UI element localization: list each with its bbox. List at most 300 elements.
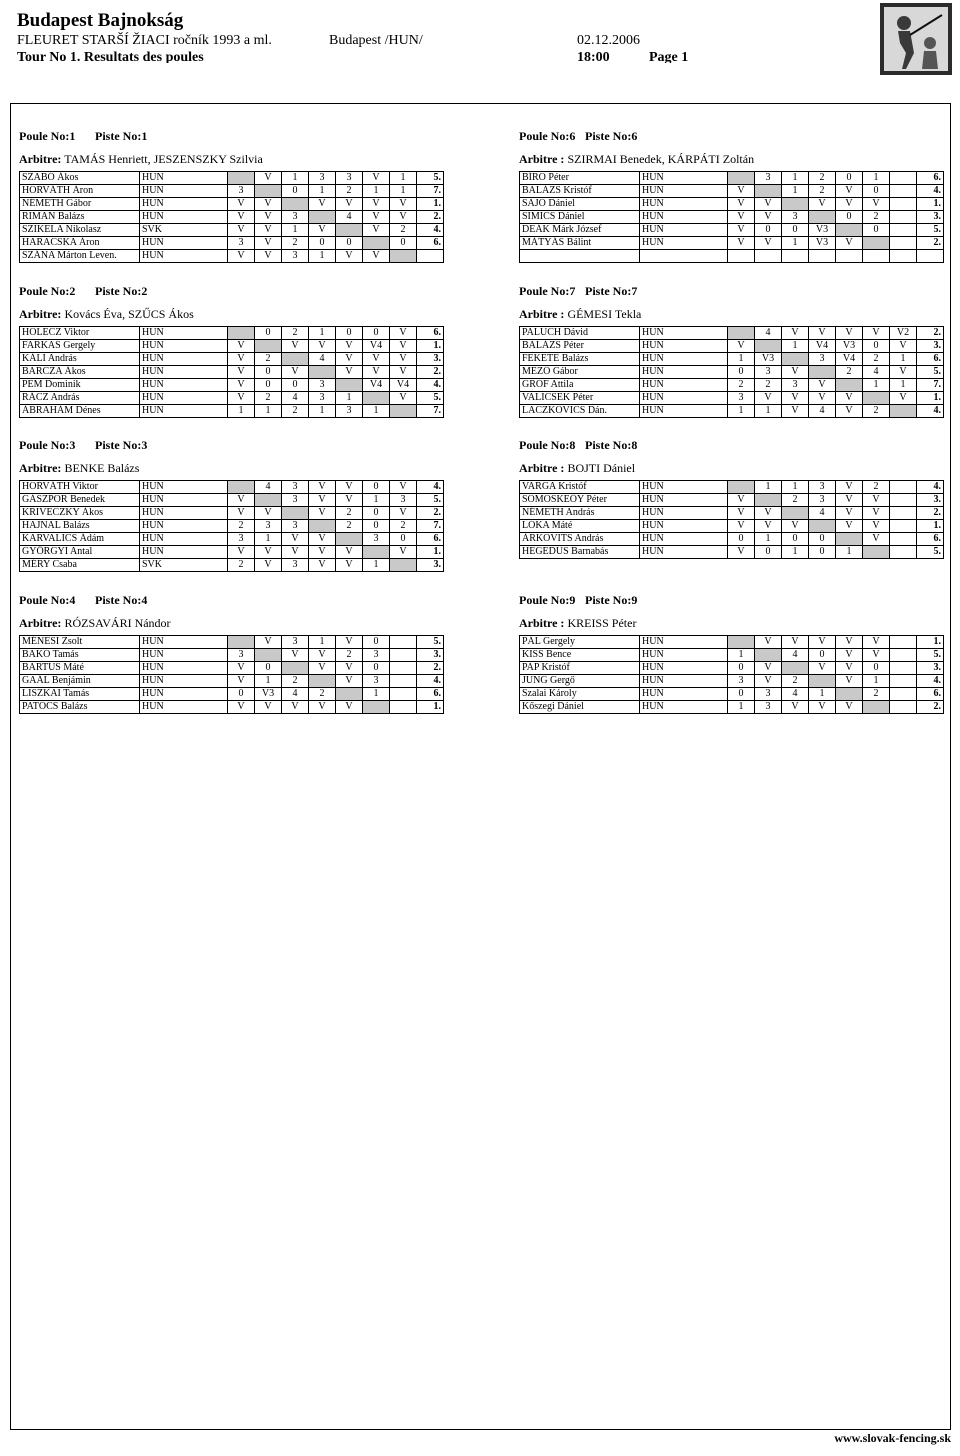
pool-8 xyxy=(519,592,949,714)
fencer-row xyxy=(20,649,444,662)
bout-score: 4 xyxy=(782,649,809,662)
bout-score: 2 xyxy=(228,520,255,533)
fencer-nation: HUN xyxy=(140,211,228,224)
bout-score: 1 xyxy=(836,546,863,559)
bout-score: 0 xyxy=(863,185,890,198)
fencer-nation: HUN xyxy=(140,494,228,507)
bout-score: 3 xyxy=(809,481,836,494)
bout-score: 0 xyxy=(390,237,417,250)
referee-names: BENKE Balázs xyxy=(64,461,140,475)
empty-cell xyxy=(890,224,917,237)
pool-heading xyxy=(519,437,949,453)
bout-score: 1 xyxy=(890,379,917,392)
fencer-rank: 4. xyxy=(917,481,944,494)
pool-4 xyxy=(519,283,949,418)
fencer-name: HORVÁTH Viktor xyxy=(20,481,140,494)
bout-score: 0 xyxy=(390,533,417,546)
bout-score: V4 xyxy=(390,379,417,392)
bout-score xyxy=(782,198,809,211)
bout-score: V xyxy=(755,198,782,211)
bout-score: V xyxy=(836,237,863,250)
bout-score: 1 xyxy=(390,172,417,185)
event-date: 02.12.2006 xyxy=(577,33,640,48)
bout-score: V3 xyxy=(755,353,782,366)
fencer-nation: HUN xyxy=(640,481,728,494)
bout-score xyxy=(863,250,890,263)
fencer-row xyxy=(20,198,444,211)
bout-score xyxy=(228,327,255,340)
bout-score: 1 xyxy=(363,185,390,198)
fencer-nation: HUN xyxy=(640,662,728,675)
bout-score: V xyxy=(282,701,309,714)
bout-score: V xyxy=(282,340,309,353)
bout-score xyxy=(228,481,255,494)
bout-score: 3 xyxy=(309,392,336,405)
bout-score: V xyxy=(782,392,809,405)
empty-cell xyxy=(890,520,917,533)
bout-score: 0 xyxy=(836,172,863,185)
fencer-row xyxy=(520,546,944,559)
bout-score: 0 xyxy=(363,520,390,533)
bout-score: 0 xyxy=(255,662,282,675)
bout-score xyxy=(809,520,836,533)
bout-score: V xyxy=(363,353,390,366)
pool-results-table xyxy=(519,480,944,559)
fencer-name: MÉNESI Zsolt xyxy=(20,636,140,649)
fencer-name: PEM Dominik xyxy=(20,379,140,392)
fencer-rank: 3. xyxy=(417,649,444,662)
bout-score: V xyxy=(809,392,836,405)
bout-score: V xyxy=(782,520,809,533)
fencer-name: BALÁZS Péter xyxy=(520,340,640,353)
bout-score xyxy=(282,662,309,675)
bout-score: 1 xyxy=(863,675,890,688)
bout-score: V xyxy=(255,211,282,224)
fencer-name: PALUCH Dávid xyxy=(520,327,640,340)
bout-score: 3 xyxy=(782,379,809,392)
bout-score: V xyxy=(228,662,255,675)
fencer-nation: HUN xyxy=(640,649,728,662)
bout-score: 1 xyxy=(890,353,917,366)
fencer-rank: 1. xyxy=(417,701,444,714)
bout-score: 2 xyxy=(755,379,782,392)
bout-score: 2 xyxy=(809,185,836,198)
bout-score: 3 xyxy=(282,481,309,494)
fencer-nation: HUN xyxy=(640,366,728,379)
bout-score: 3 xyxy=(228,185,255,198)
bout-score: 0 xyxy=(863,224,890,237)
pool-heading xyxy=(519,283,949,299)
empty-cell xyxy=(890,237,917,250)
bout-score: V xyxy=(863,198,890,211)
bout-score xyxy=(836,224,863,237)
fencer-row xyxy=(520,507,944,520)
bout-score: V xyxy=(728,546,755,559)
bout-score: V xyxy=(836,392,863,405)
referee-names: GÉMESI Tekla xyxy=(567,307,642,321)
referee-line xyxy=(519,150,949,168)
fencer-name: HORVÁTH Áron xyxy=(20,185,140,198)
bout-score: 0 xyxy=(309,237,336,250)
bout-score: V xyxy=(836,481,863,494)
fencer-nation: HUN xyxy=(640,405,728,418)
page-header xyxy=(17,10,867,63)
fencer-rank: 4. xyxy=(917,405,944,418)
bout-score: 0 xyxy=(863,662,890,675)
fencer-name: Kőszegi Dániel xyxy=(520,701,640,714)
bout-score: 1 xyxy=(755,533,782,546)
bout-score: V xyxy=(336,662,363,675)
fencer-rank: 1. xyxy=(917,198,944,211)
empty-cell xyxy=(890,701,917,714)
pool-results-table xyxy=(19,171,444,263)
tour-title: Tour No 1. Resultats des poules xyxy=(17,50,204,63)
bout-score: V xyxy=(390,481,417,494)
bout-score: V xyxy=(309,533,336,546)
bout-score: V2 xyxy=(890,327,917,340)
piste-number: Piste No:9 xyxy=(585,593,638,607)
bout-score: 4 xyxy=(863,366,890,379)
pool-2 xyxy=(519,128,949,263)
bout-score: 0 xyxy=(863,340,890,353)
bout-score: V xyxy=(863,507,890,520)
fencer-rank: 4. xyxy=(917,185,944,198)
bout-score: 3 xyxy=(755,172,782,185)
bout-score xyxy=(228,636,255,649)
bout-score: 4 xyxy=(282,392,309,405)
fencer-row xyxy=(20,636,444,649)
bout-score xyxy=(755,494,782,507)
bout-score: V xyxy=(336,198,363,211)
fencer-nation: HUN xyxy=(640,224,728,237)
bout-score xyxy=(309,366,336,379)
bout-score: V xyxy=(836,327,863,340)
bout-score: V xyxy=(782,636,809,649)
fencer-name: PAP Kristóf xyxy=(520,662,640,675)
bout-score: 2 xyxy=(390,520,417,533)
fencer-rank: 3. xyxy=(917,494,944,507)
fencer-rank: 3. xyxy=(417,559,444,572)
bout-score: 0 xyxy=(336,237,363,250)
bout-score: 4 xyxy=(282,688,309,701)
bout-score: 2 xyxy=(782,675,809,688)
bout-score: 1 xyxy=(728,701,755,714)
fencer-rank: 6. xyxy=(917,353,944,366)
bout-score: V xyxy=(282,366,309,379)
bout-score: 0 xyxy=(363,636,390,649)
referee-line xyxy=(519,614,949,632)
bout-score xyxy=(863,237,890,250)
referee-label: Arbitre: xyxy=(19,307,62,321)
fencer-rank: 4. xyxy=(417,481,444,494)
fencer-name: KISS Bence xyxy=(520,649,640,662)
bout-score: 2 xyxy=(336,185,363,198)
fencer-nation: HUN xyxy=(640,688,728,701)
bout-score: 1 xyxy=(309,636,336,649)
bout-score: 0 xyxy=(336,327,363,340)
fencer-rank: 5. xyxy=(917,224,944,237)
fencer-row xyxy=(20,701,444,714)
bout-score: 3 xyxy=(755,701,782,714)
bout-score: V xyxy=(255,636,282,649)
bout-score xyxy=(363,546,390,559)
fencer-nation: HUN xyxy=(140,379,228,392)
fencer-row xyxy=(520,392,944,405)
fencer-name: SZÁNA Márton Leven. xyxy=(20,250,140,263)
bout-score: 0 xyxy=(255,327,282,340)
fencer-row xyxy=(520,185,944,198)
fencer-nation: HUN xyxy=(140,649,228,662)
bout-score: 4 xyxy=(255,481,282,494)
bout-score: 4 xyxy=(782,688,809,701)
empty-cell xyxy=(890,507,917,520)
pool-heading xyxy=(519,592,949,608)
fencer-row xyxy=(20,172,444,185)
fencer-name: BARTUS Máté xyxy=(20,662,140,675)
fencer-name: GRÓF Attila xyxy=(520,379,640,392)
bout-score xyxy=(755,649,782,662)
fencer-rank: 5. xyxy=(417,636,444,649)
pool-number: Poule No:2 xyxy=(19,284,76,298)
bout-score: V xyxy=(255,701,282,714)
bout-score: V xyxy=(228,701,255,714)
bout-score: V xyxy=(836,405,863,418)
empty-cell xyxy=(390,649,417,662)
fencer-nation: HUN xyxy=(140,520,228,533)
fencer-name: LÓKA Máté xyxy=(520,520,640,533)
fencer-rank: 4. xyxy=(417,224,444,237)
fencer-row xyxy=(20,546,444,559)
bout-score: V xyxy=(228,546,255,559)
bout-score: 0 xyxy=(728,533,755,546)
fencer-nation: HUN xyxy=(640,340,728,353)
bout-score: 1 xyxy=(728,649,755,662)
bout-score: V xyxy=(755,237,782,250)
bout-score: 2 xyxy=(863,688,890,701)
event-location: Budapest /HUN/ xyxy=(329,33,423,48)
bout-score xyxy=(728,250,755,263)
bout-score xyxy=(809,675,836,688)
referee-line xyxy=(19,150,449,168)
bout-score: 2 xyxy=(255,353,282,366)
bout-score: 3 xyxy=(228,237,255,250)
bout-score: V xyxy=(363,198,390,211)
fencer-nation: HUN xyxy=(140,636,228,649)
fencer-nation: HUN xyxy=(640,392,728,405)
bout-score: V4 xyxy=(836,353,863,366)
bout-score: V xyxy=(255,546,282,559)
bout-score: 0 xyxy=(809,533,836,546)
bout-score: V xyxy=(755,675,782,688)
referee-names: RÓZSAVÁRI Nándor xyxy=(64,616,171,630)
fencer-row xyxy=(20,559,444,572)
bout-score: 0 xyxy=(809,546,836,559)
fencer-nation: HUN xyxy=(640,198,728,211)
bout-score: 4 xyxy=(809,405,836,418)
bout-score xyxy=(863,392,890,405)
fencer-name: HOLECZ Viktor xyxy=(20,327,140,340)
bout-score: V xyxy=(863,636,890,649)
piste-number: Piste No:2 xyxy=(95,284,148,298)
fencer-name: VARGA Kristóf xyxy=(520,481,640,494)
fencer-row xyxy=(520,353,944,366)
fencer-row xyxy=(520,701,944,714)
bout-score xyxy=(228,172,255,185)
pool-number: Poule No:4 xyxy=(19,593,76,607)
bout-score: V xyxy=(809,327,836,340)
fencer-rank: 5. xyxy=(417,494,444,507)
bout-score: 1 xyxy=(309,405,336,418)
bout-score: V xyxy=(755,211,782,224)
bout-score: V xyxy=(782,366,809,379)
fencer-nation: HUN xyxy=(140,392,228,405)
bout-score: V xyxy=(228,211,255,224)
bout-score: V xyxy=(336,559,363,572)
fencer-name: NÉMETH Gábor xyxy=(20,198,140,211)
bout-score: V xyxy=(728,237,755,250)
fencer-nation: HUN xyxy=(140,675,228,688)
fencer-name: NÉMETH András xyxy=(520,507,640,520)
fencer-rank: 1. xyxy=(917,392,944,405)
bout-score: V xyxy=(336,353,363,366)
empty-cell xyxy=(390,701,417,714)
bout-score: V xyxy=(782,405,809,418)
bout-score: 3 xyxy=(309,172,336,185)
empty-cell xyxy=(890,185,917,198)
fencer-nation: HUN xyxy=(140,327,228,340)
fencer-row xyxy=(520,662,944,675)
fencer-row xyxy=(20,224,444,237)
bout-score: 2 xyxy=(863,481,890,494)
bout-score xyxy=(282,198,309,211)
bout-score: V xyxy=(228,224,255,237)
bout-score: V xyxy=(755,662,782,675)
bout-score xyxy=(255,185,282,198)
fencer-nation: HUN xyxy=(140,546,228,559)
piste-number: Piste No:8 xyxy=(585,438,638,452)
bout-score: V xyxy=(809,198,836,211)
fencer-rank: 6. xyxy=(417,533,444,546)
bout-score xyxy=(809,211,836,224)
fencer-nation: HUN xyxy=(640,237,728,250)
bout-score: V xyxy=(863,327,890,340)
bout-score: V xyxy=(836,198,863,211)
empty-cell xyxy=(890,198,917,211)
pool-results-table xyxy=(519,326,944,418)
bout-score: 1 xyxy=(755,481,782,494)
fencer-name: FARKAS Gergely xyxy=(20,340,140,353)
bout-score: 0 xyxy=(782,224,809,237)
bout-score: 0 xyxy=(755,546,782,559)
bout-score: V3 xyxy=(255,688,282,701)
bout-score: 3 xyxy=(809,494,836,507)
fencer-nation: SVK xyxy=(140,559,228,572)
fencer-nation: HUN xyxy=(140,198,228,211)
piste-number: Piste No:1 xyxy=(95,129,148,143)
fencer-rank: 7. xyxy=(417,185,444,198)
fencer-name: BÍRÓ Péter xyxy=(520,172,640,185)
bout-score: V xyxy=(309,662,336,675)
bout-score xyxy=(728,327,755,340)
bout-score: 3 xyxy=(282,211,309,224)
bout-score xyxy=(809,250,836,263)
fencer-name: GAÁL Benjámin xyxy=(20,675,140,688)
fencer-name: BALÁZS Kristóf xyxy=(520,185,640,198)
referee-line xyxy=(519,459,949,477)
pool-5 xyxy=(19,437,449,572)
fencer-rank: 5. xyxy=(417,392,444,405)
event-name: FLEURET STARŠÍ ŽIACI ročník 1993 a ml. xyxy=(17,33,272,48)
bout-score: 3 xyxy=(728,675,755,688)
bout-score: V xyxy=(363,224,390,237)
bout-score: 3 xyxy=(282,520,309,533)
bout-score: 3 xyxy=(309,379,336,392)
bout-score: V xyxy=(728,224,755,237)
bout-score: V xyxy=(390,353,417,366)
bout-score: 0 xyxy=(282,379,309,392)
bout-score: V xyxy=(309,507,336,520)
pool-results-table xyxy=(519,635,944,714)
bout-score xyxy=(755,185,782,198)
fencer-row xyxy=(20,366,444,379)
bout-score: 0 xyxy=(282,185,309,198)
bout-score: 3 xyxy=(363,533,390,546)
fencer-row xyxy=(520,366,944,379)
bout-score xyxy=(336,379,363,392)
bout-score: V xyxy=(863,533,890,546)
empty-cell xyxy=(890,494,917,507)
bout-score xyxy=(836,250,863,263)
bout-score: V xyxy=(755,392,782,405)
bout-score: 2 xyxy=(282,327,309,340)
website-link[interactable]: www.slovak-fencing.sk xyxy=(834,1431,951,1445)
fencer-nation: HUN xyxy=(640,533,728,546)
fencer-row xyxy=(520,172,944,185)
fencer-nation: HUN xyxy=(640,636,728,649)
empty-cell xyxy=(890,211,917,224)
bout-score: 0 xyxy=(782,533,809,546)
pool-heading xyxy=(19,128,449,144)
bout-score: V xyxy=(782,701,809,714)
fencer-nation: SVK xyxy=(140,224,228,237)
competition-title: Budapest Bajnokság xyxy=(17,10,184,31)
fencer-rank: 2. xyxy=(417,662,444,675)
empty-cell xyxy=(390,688,417,701)
piste-number: Piste No:6 xyxy=(585,129,638,143)
bout-score: V xyxy=(336,636,363,649)
bout-score: 1 xyxy=(782,185,809,198)
bout-score: 0 xyxy=(255,379,282,392)
bout-score: V xyxy=(309,224,336,237)
bout-score xyxy=(255,340,282,353)
fencer-row xyxy=(520,494,944,507)
bout-score: 1 xyxy=(782,340,809,353)
bout-score: 1 xyxy=(309,250,336,263)
bout-score: V xyxy=(836,636,863,649)
bout-score: V4 xyxy=(363,340,390,353)
bout-score: 1 xyxy=(782,237,809,250)
fencer-name: HEGEDŰS Barnabás xyxy=(520,546,640,559)
bout-score xyxy=(836,533,863,546)
fencer-row xyxy=(520,405,944,418)
fencer-rank: 3. xyxy=(917,662,944,675)
fencer-nation: HUN xyxy=(640,327,728,340)
fencer-name: BARCZA Ákos xyxy=(20,366,140,379)
bout-score: V xyxy=(363,366,390,379)
referee-label: Arbitre : xyxy=(519,307,565,321)
bout-score: V xyxy=(836,185,863,198)
bout-score: 3 xyxy=(728,392,755,405)
